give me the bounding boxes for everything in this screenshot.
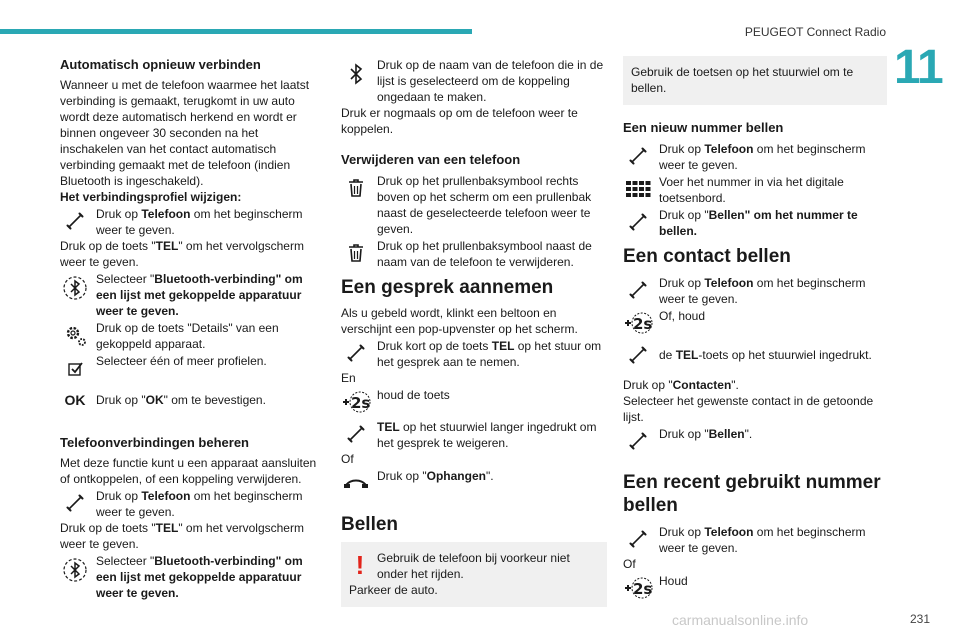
section-title-calling: Bellen [341, 514, 399, 535]
phone-handset-icon [623, 140, 653, 172]
step-text: Druk op " [96, 393, 146, 407]
step [341, 467, 607, 499]
step [60, 352, 322, 384]
step-text: -toets op het stuurwiel ingedrukt. [698, 348, 872, 362]
step [341, 418, 607, 451]
step-text: om het beginscherm weer te geven. [659, 525, 866, 555]
section-title-manage: Telefoonverbindingen beheren [60, 435, 250, 450]
step-text: Selecteer " [96, 554, 155, 568]
trash-icon [341, 172, 371, 204]
chapter-number: 11 [894, 41, 943, 94]
step [341, 237, 607, 270]
step-text-bold: TEL [675, 348, 699, 362]
phone-handset-icon [623, 274, 653, 306]
step [623, 523, 887, 556]
paragraph: Druk er nogmaals op om de telefoon weer te koppelen. [341, 106, 578, 136]
step [623, 572, 887, 604]
paragraph-bold: TEL [155, 521, 179, 535]
step-text: om het beginscherm weer te geven. [659, 142, 866, 172]
phone-handset-icon [341, 418, 371, 450]
step-text: op het stuurwiel langer ingedrukt om het gesprek te weigeren. [377, 420, 597, 450]
warning-text: Gebruik de telefoon bij voorkeur niet onder het rijden. [377, 551, 570, 581]
phone-handset-icon [623, 339, 653, 371]
section-title-call-contact: Een contact bellen [623, 246, 791, 267]
step [623, 307, 887, 339]
step-text-bold: Telefoon [704, 276, 754, 290]
step [60, 384, 322, 416]
step-text-bold: Telefoon [704, 525, 754, 539]
step [341, 172, 607, 237]
steering-button-2s-icon [623, 307, 653, 339]
step [60, 205, 322, 238]
step-text: Druk op " [377, 469, 427, 483]
bluetooth-icon [341, 56, 371, 92]
paragraph: Druk op de toets " [60, 239, 156, 253]
step [60, 270, 322, 319]
paragraph: Als u gebeld wordt, klinkt een beltoon en verschijnt een pop-upvenster op het scherm. [341, 306, 578, 336]
trash-icon [341, 237, 371, 269]
step-text: Druk op de naam van de telefoon die in de lijst is geselecteerd om de koppeling ongedaan te maken. [377, 58, 604, 104]
paragraph: En [341, 371, 356, 385]
steering-button-2s-icon [623, 572, 653, 604]
step-text: Druk op " [659, 208, 709, 222]
phone-handset-icon [623, 523, 653, 555]
step-text-bold: OK [145, 393, 164, 407]
step-text: Druk op het prullenbaksymbool naast de naam van de telefoon te verwijderen. [377, 239, 592, 269]
paragraph: Selecteer het gewenste contact in de getoonde lijst. [623, 394, 874, 424]
paragraph: Druk op " [623, 378, 673, 392]
step-text-bold: Bluetooth-verbinding" om een lijst met gekoppelde apparatuur weer te geven. [96, 272, 303, 318]
phone-handset-icon [60, 205, 90, 237]
step [60, 319, 322, 352]
step-text: om het beginscherm weer te geven. [96, 207, 303, 237]
step-text-bold: Telefoon [704, 142, 754, 156]
paragraph-bold: Contacten [672, 378, 732, 392]
info-box [623, 56, 887, 105]
step-text: Druk op " [659, 427, 709, 441]
step-text: Druk op [96, 489, 142, 503]
step-text: Druk op [659, 276, 705, 290]
header-accent-bar [0, 29, 472, 34]
bluetooth-icon [60, 552, 90, 588]
step [623, 140, 887, 173]
warning-box [341, 542, 607, 607]
keypad-icon [623, 173, 653, 205]
step [623, 173, 887, 206]
step-text: houd de toets [377, 388, 450, 402]
section-title-new-number: Een nieuw nummer bellen [623, 120, 784, 135]
phone-handset-icon [60, 487, 90, 519]
paragraph: " om het vervolgscherm weer te geven. [60, 521, 304, 551]
step [60, 552, 322, 601]
step-text-bold: TEL [491, 339, 515, 353]
info-text: Gebruik de toetsen op het stuurwiel om te bellen. [631, 65, 854, 95]
paragraph-bold: TEL [155, 239, 179, 253]
step [341, 56, 607, 105]
paragraph: ". [731, 378, 739, 392]
column-2 [341, 56, 607, 607]
section-title-answer-call: Een gesprek aannemen [341, 277, 554, 298]
step-text: Druk op [659, 142, 705, 156]
hang-up-icon [341, 467, 371, 499]
step-text: om het beginscherm weer te geven. [96, 489, 303, 519]
step [623, 274, 887, 307]
step [623, 425, 887, 457]
section-title-recent-number: Een recent gebruikt nummer bellen [623, 472, 881, 516]
bluetooth-icon [60, 270, 90, 306]
paragraph: Of [623, 557, 636, 571]
step-text: " om te bevestigen. [163, 393, 266, 407]
step-text-bold: Telefoon [141, 489, 191, 503]
paragraph: " om het vervolgscherm weer te geven. [60, 239, 304, 269]
paragraph-bold: Het verbindingsprofiel wijzigen: [60, 190, 242, 204]
section-title-reconnect: Automatisch opnieuw verbinden [60, 57, 261, 72]
ok-icon [60, 384, 90, 416]
section-title-remove-phone: Verwijderen van een telefoon [341, 152, 521, 167]
page-number: 231 [909, 612, 930, 626]
column-1 [60, 56, 322, 601]
column-3 [623, 56, 887, 604]
step [341, 386, 607, 418]
steering-button-2s-icon [341, 386, 371, 418]
step-text-bold: Bellen [708, 427, 745, 441]
step [60, 487, 322, 520]
paragraph: Of [341, 452, 354, 466]
step-text: Druk kort op de toets [377, 339, 492, 353]
settings-gear-icon [60, 319, 90, 351]
step-text: Druk op [96, 207, 142, 221]
step-text-bold: TEL [377, 420, 400, 434]
svg-text:2s: 2s [351, 394, 371, 412]
step-text: Druk op de toets "Details" van een gekoppeld apparaat. [96, 321, 279, 351]
step-text-bold: Ophangen [426, 469, 486, 483]
step-text: Houd [659, 574, 688, 588]
step-text: op het stuur om het gesprek aan te nemen. [377, 339, 602, 369]
watermark: carmanualsonline.info [672, 612, 809, 628]
svg-text:2s: 2s [633, 580, 653, 598]
phone-handset-icon [341, 337, 371, 369]
header-title: PEUGEOT Connect Radio [744, 25, 886, 39]
step-text: ". [744, 427, 753, 441]
warning-text: Parkeer de auto. [349, 583, 438, 597]
step-text: ". [485, 469, 494, 483]
step [623, 206, 887, 239]
phone-handset-icon [623, 206, 653, 238]
paragraph: Druk op de toets " [60, 521, 156, 535]
step [341, 337, 607, 370]
ok-icon-label: OK [64, 392, 86, 408]
step-text: Druk op het prullenbaksymbool rechts boven op het scherm om een prullenbak naast de geselecteerde telefoon weer te geven. [377, 174, 592, 236]
paragraph: Met deze functie kunt u een apparaat aansluiten of ontkoppelen, of een koppeling verwijderen. [60, 456, 317, 486]
phone-handset-icon [623, 425, 653, 457]
paragraph: Wanneer u met de telefoon waarmee het laatst verbinding is gemaakt, terugkomt in uw auto wordt deze automatisch herkend en wordt er binnen ongeveer 30 seconden na het inschakelen van het contact automatisch verbinding gemaakt met de telefoon (indien Bluetooth is ingeschakeld). [60, 78, 310, 188]
checkbox-icon [60, 352, 90, 384]
step-text: Voer het nummer in via het digitale toetsenbord. [659, 175, 844, 205]
svg-text:2s: 2s [633, 315, 653, 333]
step-text: Druk op [659, 525, 705, 539]
step-text-bold: Bellen" om het nummer te bellen. [659, 208, 858, 238]
step-text: Selecteer " [96, 272, 155, 286]
step-text: om het beginscherm weer te geven. [659, 276, 866, 306]
step-text-bold: Telefoon [141, 207, 191, 221]
step-text: Of, houd [659, 309, 706, 323]
warning-exclamation-icon: ! [355, 550, 365, 580]
step-text: de [659, 348, 676, 362]
step-text-bold: Bluetooth-verbinding" om een lijst met gekoppelde apparatuur weer te geven. [96, 554, 303, 600]
step [623, 339, 887, 371]
step-text: Selecteer één of meer profielen. [96, 354, 267, 368]
